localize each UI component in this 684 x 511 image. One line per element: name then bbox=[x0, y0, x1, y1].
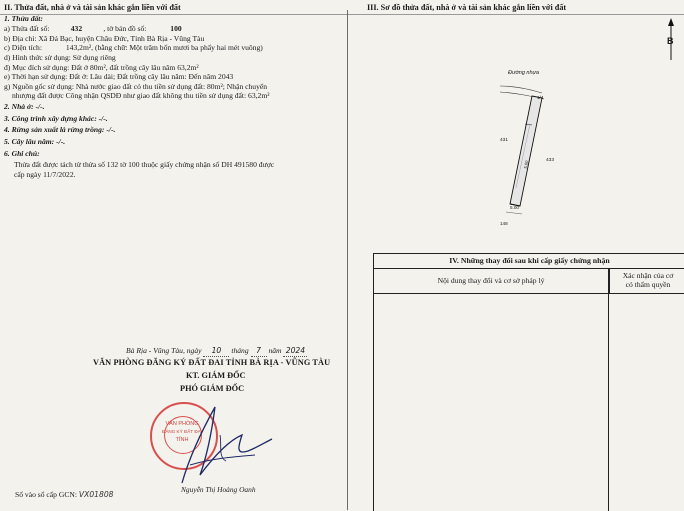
date-month-label: tháng bbox=[231, 346, 249, 355]
date-year: 2024 bbox=[283, 346, 307, 357]
s3-construction: 3. Công trình xây dựng khác: -/-. bbox=[4, 114, 108, 123]
register-number: VX01808 bbox=[78, 490, 114, 499]
address-row: b) Địa chỉ: Xã Đá Bạc, huyện Châu Đức, Tỉnh Bà Rịa - Vũng Tàu bbox=[4, 34, 205, 43]
section-iii-title: III. Sơ đồ thửa đất, nhà ở và tài sản khác gắn liền với đất bbox=[367, 3, 567, 12]
origin-row-1: g) Nguồn gốc sử dụng: Nhà nước giao đất có thu tiền sử dụng đất: 80m²; Nhận chuyển bbox=[4, 82, 268, 91]
parcel-number-label: a) Thửa đất số: bbox=[4, 24, 50, 33]
road-label: Đường nhựa bbox=[508, 70, 540, 76]
map-sheet-number: 100 bbox=[170, 24, 182, 33]
s6-notes-title: 6. Ghi chú: bbox=[4, 149, 40, 158]
parcel-top-label: 1/4 bbox=[537, 95, 544, 100]
stamp-line-2: ĐĂNG KÝ ĐẤT ĐAI bbox=[162, 429, 202, 434]
neighbor-433: 433 bbox=[546, 158, 555, 163]
changes-table bbox=[373, 253, 684, 511]
col-confirm-line-1: Xác nhận của cơ bbox=[622, 271, 674, 280]
register-label: Số vào sổ cấp GCN: bbox=[15, 490, 78, 499]
area-value: 143,2m², (bằng chữ: Một trăm bốn mươi ba phẩy hai mét vuông) bbox=[65, 43, 263, 52]
usage-form-row: d) Hình thức sử dụng: Sử dụng riêng bbox=[4, 53, 116, 62]
map-sheet-label: , tờ bản đồ số: bbox=[103, 24, 147, 33]
neighbor-148: 148 bbox=[500, 221, 508, 226]
neighbor-431: 431 bbox=[500, 138, 509, 143]
date-day: 10 bbox=[203, 346, 229, 357]
date-year-label: năm bbox=[268, 346, 282, 355]
usage-term-row: e) Thời hạn sử dụng: Đất ở: Lâu dài; Đất trồng cây lâu năm: Đến năm 2043 bbox=[4, 72, 234, 81]
stamp-line-1: VĂN PHÒNG bbox=[165, 421, 199, 427]
col-content-header: Nội dung thay đổi và cơ sở pháp lý bbox=[374, 269, 608, 294]
section-ii-title: II. Thửa đất, nhà ở và tài sản khác gắn liền với đất bbox=[4, 3, 181, 12]
kt-director: KT. GIÁM ĐỐC bbox=[186, 371, 246, 380]
date-place: Bà Rịa - Vũng Tàu, ngày bbox=[126, 346, 202, 355]
s2-house: 2. Nhà ở: -/-. bbox=[4, 102, 45, 111]
area-label: c) Diện tích: bbox=[4, 43, 42, 52]
stamp-line-3: TỈNH bbox=[175, 437, 189, 443]
note-line-1: Thửa đất được tách từ thửa số 132 tờ 100 thuộc giấy chứng nhận số DH 491580 được bbox=[14, 160, 275, 169]
usage-purpose-row: đ) Mục đích sử dụng: Đất ở 80m², đất trồng cây lâu năm 63,2m² bbox=[4, 63, 199, 72]
s1-title: 1. Thửa đất: bbox=[4, 14, 43, 23]
note-line-2: cấp ngày 11/7/2022. bbox=[14, 170, 76, 179]
signer-name: Nguyễn Thị Hoàng Oanh bbox=[181, 485, 256, 494]
north-label: B bbox=[667, 36, 674, 46]
area-row bbox=[4, 43, 263, 53]
col-confirm-header bbox=[609, 269, 684, 294]
parcel-number: 432 bbox=[70, 24, 83, 33]
deputy-director: PHÓ GIÁM ĐỐC bbox=[180, 384, 245, 393]
office-name: VĂN PHÒNG ĐĂNG KÝ ĐẤT ĐAI TỈNH BÀ RỊA - VŨNG TÀU bbox=[93, 358, 331, 367]
parcel-sketch bbox=[480, 66, 570, 236]
register-number-row bbox=[15, 490, 113, 500]
s4-forest: 4. Rừng sản xuất là rừng trồng: -/-. bbox=[4, 125, 116, 134]
parcel-number-row bbox=[4, 24, 182, 34]
top-rule bbox=[0, 14, 684, 15]
parcel-bottom-label: 5.00 bbox=[510, 205, 519, 210]
date-line bbox=[126, 346, 307, 357]
col-confirm-line-2: có thẩm quyền bbox=[625, 280, 671, 289]
changes-table-title: IV. Những thay đổi sau khi cấp giấy chứng nhận bbox=[374, 254, 684, 269]
origin-row-2: nhượng đất được Công nhận QSDĐ như giao đất không thu tiền sử dụng đất: 63,2m² bbox=[12, 91, 270, 100]
center-divider bbox=[347, 10, 348, 510]
date-month: 7 bbox=[251, 346, 267, 357]
table-column-divider bbox=[608, 269, 609, 511]
parcel-width-label: 5.00 bbox=[522, 159, 530, 170]
s5-perennial: 5. Cây lâu năm: -/-. bbox=[4, 137, 66, 146]
